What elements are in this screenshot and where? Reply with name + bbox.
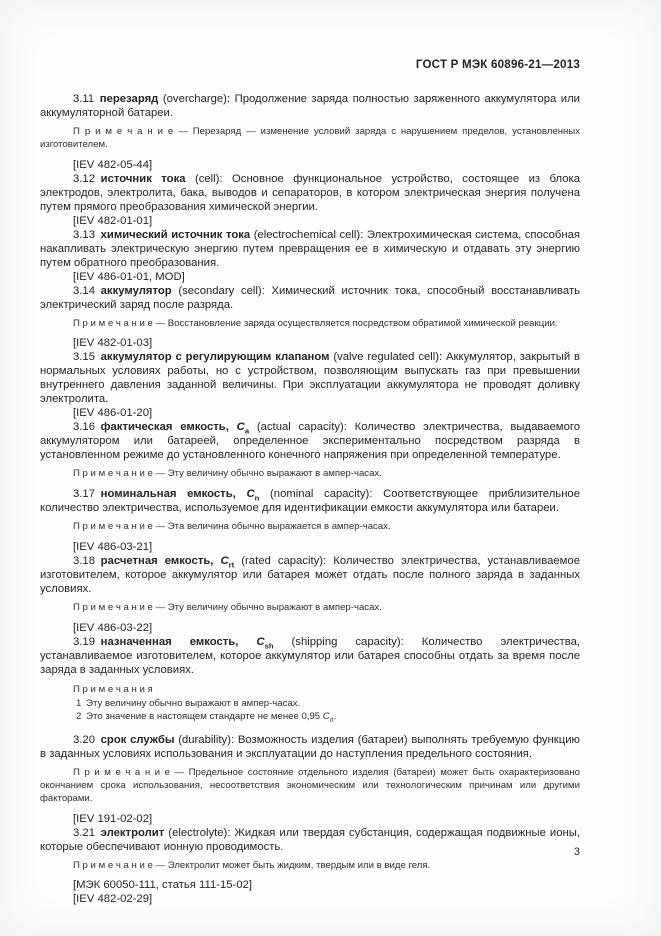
reference-line <box>40 214 580 228</box>
text-run: П р и м е ч а н и е — Эту величину обычно выражают в ампер-часах. <box>73 601 382 613</box>
text-run: [МЭК 60050-111, статья 111-15-02] <box>73 879 253 892</box>
term-paragraph <box>40 487 580 515</box>
text-run: n <box>254 493 260 503</box>
note-paragraph <box>40 767 580 805</box>
text-run: номинальная емкость, <box>100 488 247 501</box>
text-run: (durability): Возможность изделия (батареи) выполнять требуемую функцию в заданных условиях использования и эксплуатации до наступления предельного состояния. <box>40 734 580 761</box>
text-run: 3.18 <box>73 554 101 567</box>
term-paragraph <box>40 826 580 854</box>
text-run: расчетная емкость, <box>100 554 221 567</box>
text-run: rt <box>228 560 235 570</box>
text-run: C <box>246 488 255 501</box>
reference-line <box>40 540 580 554</box>
term-paragraph <box>40 284 580 312</box>
text-run: C <box>256 635 265 648</box>
text-run: перезаряд <box>99 93 159 105</box>
text-run: 1 Эту величину обычно выражают в ампер-часах. <box>76 697 301 709</box>
term-paragraph <box>40 172 580 214</box>
text-run: (overcharge): Продолжение заряда полностью заряженного аккумулятора или аккумуляторной батареи. <box>40 93 580 119</box>
text-run: 3.19 <box>73 635 101 648</box>
text-run: . <box>333 711 337 723</box>
reference-line <box>40 878 580 892</box>
text-run: (valve regulated cell): Аккумулятор, закрытый в нормальных условиях работы, но с устройством, позволяющим выпускать газ при превышении внутреннего давления заданной величины. При эксплуатации аккумулятора не проводят доливку электролита. <box>40 351 580 406</box>
reference-line <box>40 892 580 906</box>
text-run: П р и м е ч а н и е — Предельное состояние отдельного изделия (батареи) может быть охарактеризовано окончанием срока использования, несоответствия экономическим или технологическим причинам или другими факторами. <box>40 767 580 804</box>
reference-line <box>40 158 580 172</box>
note-paragraph <box>40 126 580 152</box>
text-run: (electrolyte): Жидкая или твердая субстанция, содержащая подвижные ионы, которые обеспечивают ионную проводимость. <box>40 826 580 853</box>
text-run: П р и м е ч а н и е — Электролит может быть жидким, твердым или в виде геля. <box>73 859 431 871</box>
term-paragraph <box>40 420 580 462</box>
page-header <box>40 58 580 71</box>
note-paragraph <box>40 468 580 481</box>
reference-line <box>40 406 580 420</box>
text-run: 3.13 <box>73 228 101 241</box>
text-run: П р и м е ч а н и е — Восстановление заряда осуществляется посредством обратимой химической реакции. <box>73 317 558 329</box>
text-run: П р и м е ч а н и я <box>73 683 153 695</box>
term-paragraph <box>40 228 580 270</box>
text-run: [IEV 191-02-02] <box>73 812 153 825</box>
text-run: C <box>236 421 245 434</box>
text-run: (nominal capacity): Соответствующее приблизительное количество электричества, используемое для идентификации емкости аккумулятора или батареи. <box>40 488 580 515</box>
note-paragraph <box>40 521 580 534</box>
term-paragraph <box>40 733 580 761</box>
document-body <box>40 92 580 906</box>
text-run: 3.12 <box>73 172 101 185</box>
text-run: [IEV 482-05-44] <box>73 158 153 171</box>
term-paragraph <box>40 92 580 120</box>
text-run: (shipping capacity): Количество электричества, устанавливаемое изготовителем, которое аккумулятор или батарея способны отдать за время после заряда в заданных условиях. <box>40 635 580 676</box>
text-run: фактическая емкость, <box>100 421 237 434</box>
text-run: (cell): Основное функциональное устройство, состоящее из блока электродов, электролита, бака, выводов и сепараторов, в котором электрическая энергия получена путем прямого преобразования химической энергии. <box>40 172 580 213</box>
term-paragraph <box>40 350 580 406</box>
note-paragraph <box>40 860 580 873</box>
text-run: C <box>220 554 229 567</box>
text-run: [IEV 486-01-20] <box>73 407 153 420</box>
text-run: (secondary cell): Химический источник тока, способный восстанавливать электрический заряд после разряда. <box>40 284 580 311</box>
note-paragraph <box>40 602 580 615</box>
notes-label <box>40 684 580 697</box>
text-run: аккумулятор с регулирующим клапаном <box>100 351 330 364</box>
text-run: C <box>322 711 330 723</box>
page-number: 3 <box>573 846 580 858</box>
text-run: [IEV 482-02-29] <box>73 893 153 906</box>
text-run: a <box>244 426 250 436</box>
reference-line <box>40 812 580 826</box>
text-run: 3.11 <box>73 93 100 105</box>
standard-designation: ГОСТ Р МЭК 60896-21—2013 <box>415 58 580 71</box>
note-item-paragraph <box>40 711 580 724</box>
text-run: (electrochemical cell): Электрохимическая система, способная накапливать электрическую энергию путем превращения ее в химическую и отдавать эту энергию путем обратного преобразования. <box>40 228 581 269</box>
text-run: 3.20 <box>73 734 101 747</box>
text-run: источник тока <box>100 172 186 185</box>
reference-line <box>40 336 580 350</box>
text-run: П р и м е ч а н и е — Перезаряд — изменение условий заряда с нарушением пределов, установленных изготовителем. <box>40 126 580 150</box>
text-run: rt <box>329 717 334 725</box>
text-run: sh <box>264 641 274 651</box>
text-run: химический источник тока <box>100 228 251 241</box>
reference-line <box>40 270 580 284</box>
text-run: аккумулятор <box>100 284 172 297</box>
text-run: срок службы <box>100 734 175 747</box>
text-run: (actual capacity): Количество электричества, выдаваемого аккумулятором или батареей, определенное экспериментально посредством разряда в установленном режиме до установленного конечного напряжения при определенной температуре. <box>40 421 581 462</box>
text-run: 3.14 <box>73 284 101 297</box>
note-item-paragraph <box>40 698 580 711</box>
text-run: 3.21 <box>73 826 101 839</box>
text-run: 3.15 <box>73 351 101 364</box>
reference-line <box>40 621 580 635</box>
page-footer <box>574 846 580 858</box>
text-run: [IEV 482-01-03] <box>73 337 153 350</box>
note-paragraph <box>40 318 580 331</box>
text-run: [IEV 486-01-01, MOD] <box>73 270 185 283</box>
text-run: [IEV 486-03-21] <box>73 540 153 553</box>
text-run: [IEV 486-03-22] <box>73 621 153 634</box>
text-run: [IEV 482-01-01] <box>73 214 153 227</box>
term-paragraph <box>40 554 580 596</box>
text-run: 3.16 <box>73 421 101 434</box>
text-run: назначенная емкость, <box>100 635 257 648</box>
term-paragraph <box>40 635 580 677</box>
text-run: П р и м е ч а н и е — Эту величину обычно выражают в ампер-часах. <box>73 468 382 480</box>
text-run: (rated capacity): Количество электричества, устанавливаемое изготовителем, которое аккумулятор или батарея может отдать после полного заряда в заданных условиях. <box>40 554 580 595</box>
text-run: П р и м е ч а н и е — Эта величина обычно выражается в ампер-часах. <box>73 521 391 533</box>
text-run: 2 Это значение в настоящем стандарте не менее 0,95 <box>76 711 323 723</box>
text-run: 3.17 <box>73 488 101 501</box>
text-run: электролит <box>100 826 165 839</box>
